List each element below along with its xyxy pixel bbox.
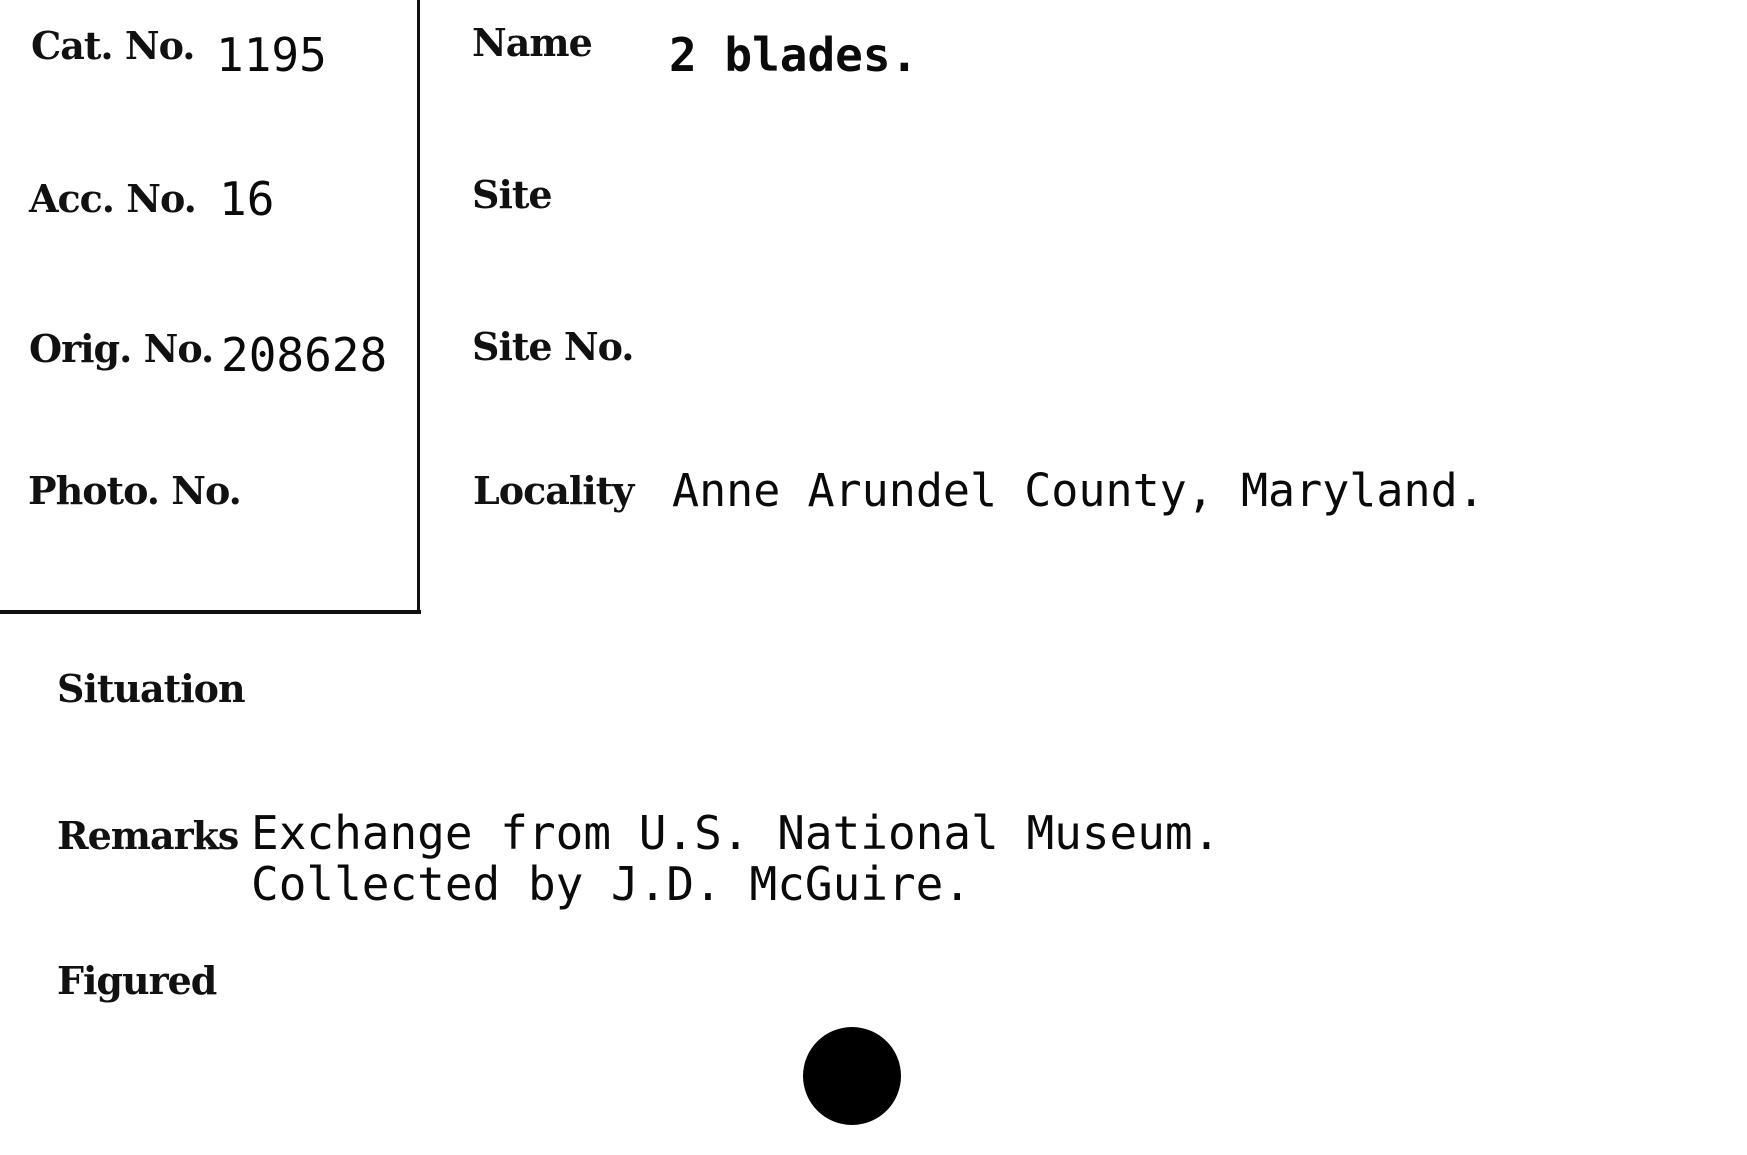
locality-value: Anne Arundel County, Maryland. [672,464,1485,517]
orig-no-label: Orig. No. [29,326,214,371]
figured-label: Figured [57,958,217,1003]
situation-label: Situation [57,666,245,711]
cat-no-value: 1195 [216,28,327,82]
name-label: Name [472,20,592,65]
vertical-divider [417,0,420,612]
acc-no-label: Acc. No. [29,176,196,221]
horizontal-divider [0,610,421,614]
remarks-line-2: Collected by J.D. McGuire. [251,857,972,911]
site-label: Site [472,172,552,217]
site-no-label: Site No. [472,324,634,369]
name-value: 2 blades. [669,28,919,82]
remarks-line-1: Exchange from U.S. National Museum. [251,806,1221,860]
cat-no-label: Cat. No. [31,23,195,68]
remarks-label: Remarks [57,813,239,858]
locality-label: Locality [473,468,634,513]
punch-hole [803,1027,901,1125]
acc-no-value: 16 [219,172,275,226]
photo-no-label: Photo. No. [28,468,241,513]
orig-no-value: 208628 [221,328,388,382]
